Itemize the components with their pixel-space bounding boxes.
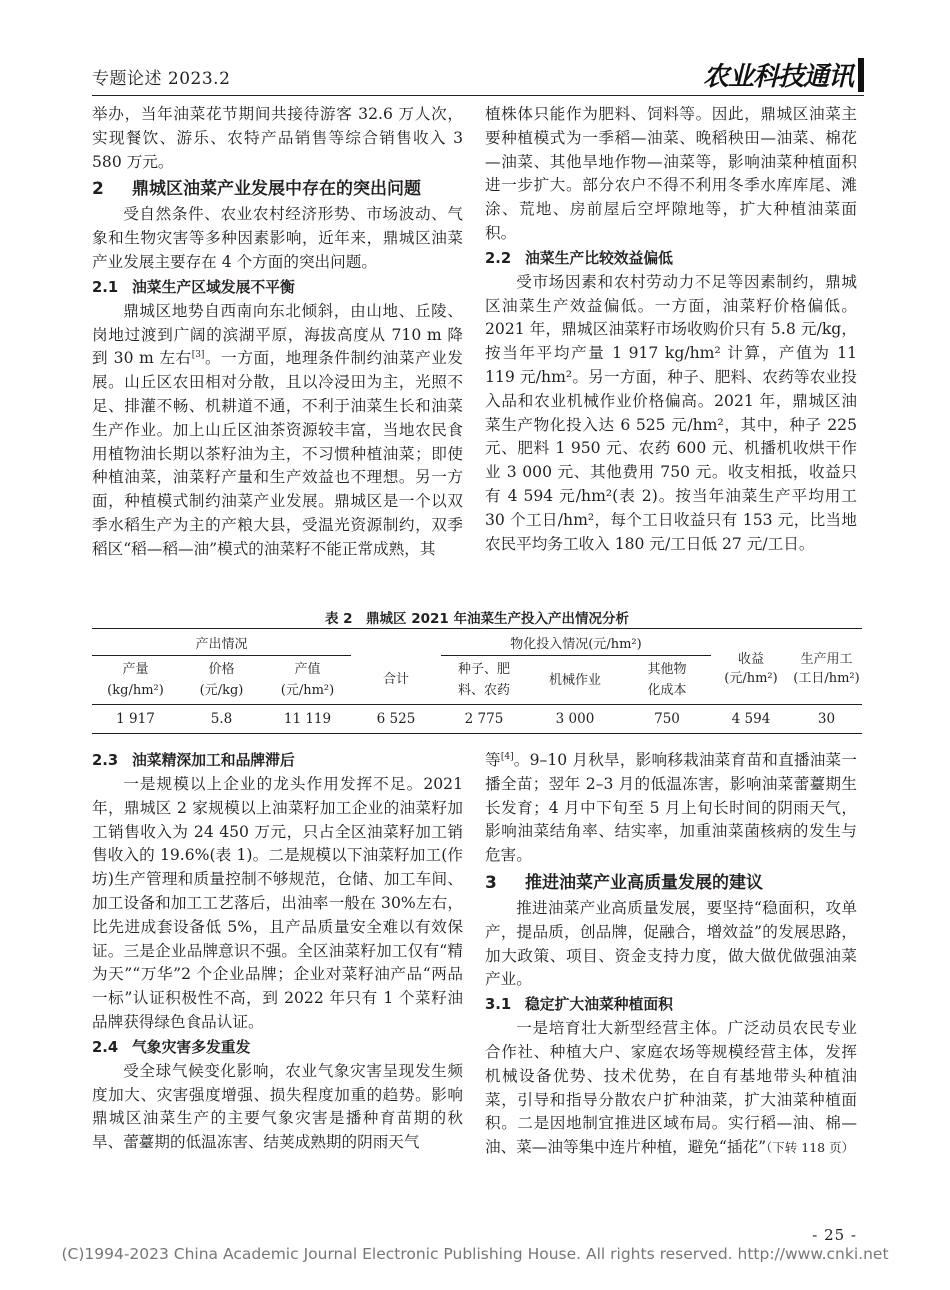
table-header-cell: 其他物 化成本 (623, 656, 711, 705)
table-header-cell: 产量 (kg/hm²) (92, 656, 179, 705)
section-number: 2.1 (92, 278, 119, 296)
paragraph: 受市场因素和农村劳动力不足等因素制约，鼎城区油菜生产效益偏低。一方面，油菜籽价格偏低。2021 年，鼎城区油菜籽市场收购价只有 5.8 元/kg，按当年平均产量 1 917 kg/hm² 计算，产值为 11 119 元/hm²。另一方面，种子、肥料、农药等农业投入品和农业机械作业价格偏高。2021 年，鼎城区油菜生产物化投入达 6 525 元/hm²，其中，种子 225 元、肥料 1 950 元、农药 600 元、机播机收烘干作业 3 000 元、其他费用 750 元。收支相抵，收益只有 4 594 元/hm²(表 2)。按当年油菜生产平均用工 30 个工日/hm²，每个工日收益只有 153 元，比当地农民平均务工收入 180 元/工日低 27 元/工日。 (485, 272, 857, 553)
table-header-cell: 生产用工 (工日/hm²) (791, 629, 862, 705)
paragraph: 推进油菜产业高质量发展，要坚持“稳面积，攻单产，提品质，创品牌，促融合，增效益”的发展思路，加大政策、项目、资金支持力度，做大做优做强油菜产业。 (485, 898, 857, 989)
table-header-cell: 种子、肥 料、农药 (441, 656, 527, 705)
left-column-top (92, 103, 463, 562)
table-caption: 表 2 鼎城区 2021 年油菜生产投入产出情况分析 (324, 611, 630, 627)
table-group-header: 产出情况 (92, 629, 351, 656)
section-2-4-heading (92, 1035, 463, 1060)
section-3-heading (485, 870, 857, 897)
section-title: 稳定扩大油菜种植面积 (525, 996, 673, 1014)
section-title: 油菜精深加工和品牌滞后 (132, 752, 295, 769)
section-title: 鼎城区油菜产业发展中存在的突出问题 (132, 179, 421, 200)
section-2-2-heading (485, 246, 857, 271)
table-header-cell: 价格 (元/kg) (179, 656, 264, 705)
section-title: 气象灾害多发重发 (132, 1038, 251, 1056)
section-number: 2.4 (92, 1038, 119, 1056)
header-rule (92, 95, 864, 96)
right-column-top (485, 103, 857, 556)
paragraph: 受全球气候变化影响，农业气象灾害呈现发生频度加大、灾害强度增强、损失程度加重的趋势。影响鼎城区油菜生产的主要气象灾害是播种育苗期的秋旱、蕾薹期的低温冻害、结荚成熟期的阴雨天气 (92, 1061, 463, 1152)
citation: [3] (191, 350, 205, 361)
table-cell: 30 (791, 705, 862, 734)
section-2-1-heading (92, 275, 463, 300)
running-header: 专题论述 2023.2 (92, 69, 231, 89)
continuation-note: （下转 118 页） (766, 1140, 855, 1156)
paragraph: 鼎城区地势自西南向东北倾斜，由山地、丘陵、岗地过渡到广阔的滨湖平原，海拔高度从 710 m 降到 30 m 左右[3]。一方面，地理条件制约油菜产业发展。山丘区农田相对分散，且以冷浸田为主，光照不足、排灌不畅、机耕道不通，不利于油菜生长和油菜生产作业。加上山丘区油茶资源较丰富，当地农民食用植物油长期以茶籽油为主，不习惯种植油菜；即使种植油菜，油菜籽产量和生产效益也不理想。另一方面，种植模式制约油菜产业发展。鼎城区是一个以双季水稻生产为主的产粮大县，受温光资源制约，双季稻区“稻—稻—油”模式的油菜籽不能正常成熟，其 (92, 301, 463, 558)
data-table (92, 628, 862, 734)
table-cell: 3 000 (527, 705, 623, 734)
paragraph: 等[4]。9–10 月秋旱，影响移栽油菜育苗和直播油菜一播全苗；翌年 2–3 月的低温冻害，影响油菜蕾薹期生长发育；4 月中下旬至 5 月上旬长时间的阴雨天气，影响油菜结角率、结实率，加重油菜菌核病的发生与危害。 (485, 751, 857, 865)
section-number: 3.1 (485, 996, 512, 1014)
section-number: 2.2 (485, 249, 512, 267)
citation: [4] (500, 751, 514, 762)
section-title: 油菜生产区域发展不平衡 (132, 278, 295, 296)
section-number: 2.3 (92, 752, 119, 769)
table-cell: 1 917 (92, 705, 179, 734)
table-cell: 750 (623, 705, 711, 734)
journal-logo: 农业科技通讯 (702, 62, 853, 92)
paragraph: 一是规模以上企业的龙头作用发挥不足。2021 年，鼎城区 2 家规模以上油菜籽加工企业的油菜籽加工销售收入为 24 450 万元，只占全区油菜籽加工销售收入的 19.6%(表 1)。二是规模以下油菜籽加工(作坊)生产管理和质量控制不够规范，仓储、加工车间、加工设备和加工工艺落后，出油率一般在 30%左右，比先进成套设备低 5%，且产品质量安全难以有效保证。三是企业品牌意识不强。全区油菜籽加工仅有“精为天”“万华”2 个企业品牌；企业对菜籽油产品“两品一标”认证积极性不高，到 2022 年只有 1 个菜籽油品牌获得绿色食品认证。 (92, 775, 463, 1031)
table-cell: 5.8 (179, 705, 264, 734)
table-group-header: 物化投入情况(元/hm²) (441, 629, 711, 656)
copyright-notice: (C)1994-2023 China Academic Journal Electronic Publishing House. All rights reserved. http://www.cnki.net (61, 1245, 889, 1263)
section-2-3-heading (92, 748, 463, 773)
table-row (92, 705, 862, 734)
section-number: 2 (92, 179, 104, 200)
paragraph: 受自然条件、农业农村经济形势、市场波动、气象和生物灾害等多种因素影响，近年来，鼎城区油菜产业发展主要存在 4 个方面的突出问题。 (92, 205, 463, 271)
table-header-cell: 产值 (元/hm²) (264, 656, 351, 705)
section-title: 油菜生产比较效益偏低 (525, 249, 673, 267)
table-header-cell: 合计 (351, 656, 441, 705)
header-bar-decoration (858, 58, 864, 92)
table-cell: 4 594 (711, 705, 791, 734)
table-cell: 11 119 (264, 705, 351, 734)
table-cell: 6 525 (351, 705, 441, 734)
paragraph: 举办，当年油菜花节期间共接待游客 32.6 万人次，实现餐饮、游乐、农特产品销售等综合销售收入 3 580 万元。 (92, 105, 463, 171)
paragraph: 植株体只能作为肥料、饲料等。因此，鼎城区油菜主要种植模式为一季稻—油菜、晚稻秧田—油菜、棉花—油菜、其他旱地作物—油菜等，影响油菜种植面积进一步扩大。部分农户不得不利用冬季水库库尾、滩涂、荒地、房前屋后空坪隙地等，扩大种植油菜面积。 (485, 105, 857, 242)
section-title: 推进油菜产业高质量发展的建议 (525, 872, 763, 893)
paragraph: 一是培育壮大新型经营主体。广泛动员农民专业合作社、种植大户、家庭农场等规模经营主体，发挥机械设备优势、技术优势，在自有基地带头种植油菜，引导和指导分散农户扩种油菜，扩大油菜种植面积。二是因地制宜推进区域布局。实行稻—油、棉—油、菜—油等集中连片种植，避免“插花”（下转 118 页） (485, 1019, 857, 1157)
table-header-cell: 机械作业 (527, 656, 623, 705)
page-number: - 25 - (812, 1226, 857, 1244)
right-column-bottom (485, 749, 857, 1160)
section-2-heading (92, 176, 463, 203)
table-cell: 2 775 (441, 705, 527, 734)
left-column-bottom (92, 748, 463, 1155)
section-3-1-heading (485, 992, 857, 1017)
table-header-cell: 收益 (元/hm²) (711, 629, 791, 705)
section-number: 3 (485, 872, 497, 893)
